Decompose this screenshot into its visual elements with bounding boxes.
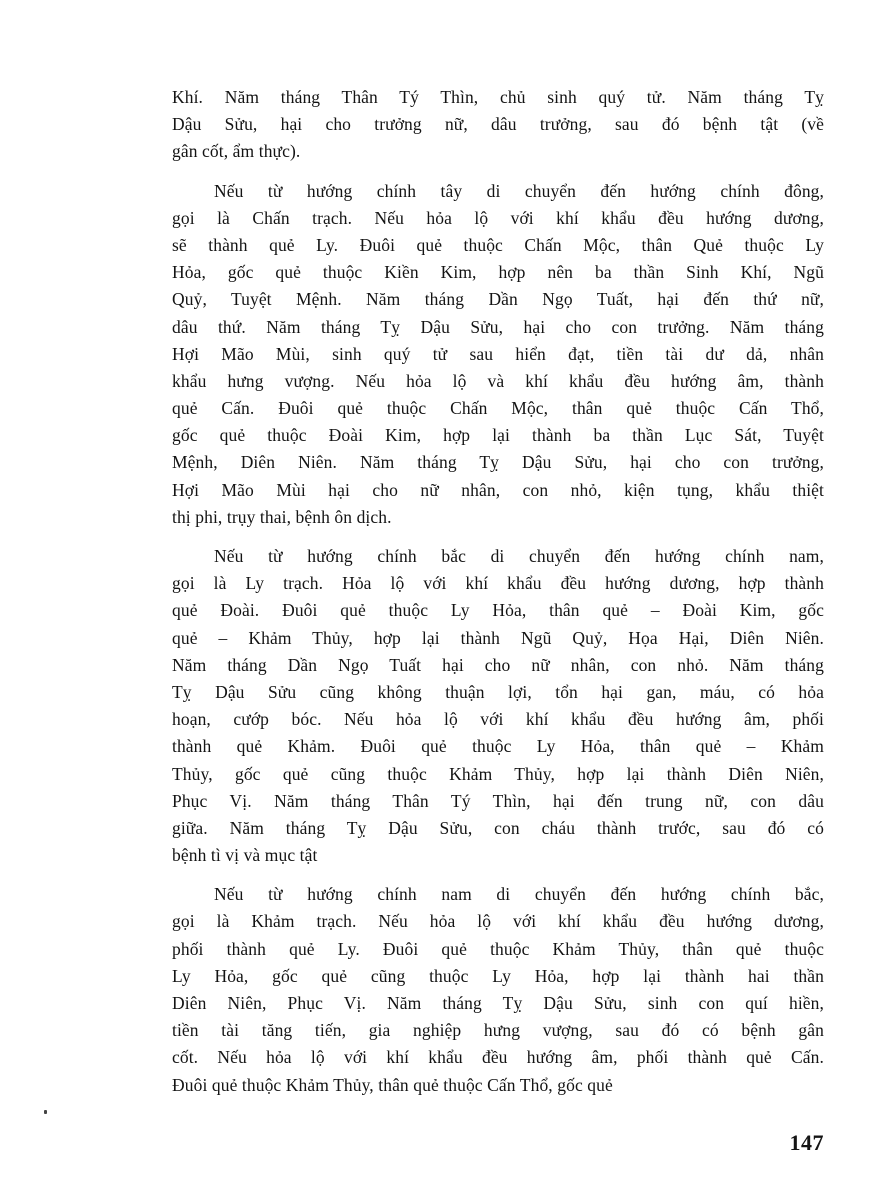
text-line: Tỵ Dậu Sửu cũng không thuận lợi, tổn hại gan, máu, có hỏa [172, 681, 824, 702]
text-line: cốt. Nếu hỏa lộ với khí khẩu đều hướng âm, phối thành quẻ Cấn. [172, 1047, 824, 1068]
text-line: Năm tháng Dần Ngọ Tuất hại cho nữ nhân, con nhỏ. Năm tháng [172, 654, 824, 675]
text-line: Nếu từ hướng chính bắc di chuyển đến hướng chính nam, [214, 546, 824, 566]
text-line: gốc quẻ thuộc Đoài Kim, hợp lại thành ba thần Lục Sát, Tuyệt [172, 425, 824, 446]
text-line: giữa. Năm tháng Tỵ Dậu Sửu, con cháu thành trước, sau đó có [172, 817, 824, 838]
text-line: Ly Hỏa, gốc quẻ cũng thuộc Ly Hỏa, hợp lại thành hai thần [172, 965, 824, 986]
text-line: gọi là Khảm trạch. Nếu hỏa lộ với khí khẩu đều hướng dương, [172, 911, 824, 932]
paragraph [172, 881, 824, 1099]
text-line: Dậu Sửu, hại cho trưởng nữ, dâu trưởng, sau đó bệnh tật (về [172, 114, 824, 135]
text-line: Quỷ, Tuyệt Mệnh. Năm tháng Dần Ngọ Tuất, hại đến thứ nữ, [172, 289, 824, 310]
text-line: quẻ Cấn. Đuôi quẻ thuộc Chấn Mộc, thân quẻ thuộc Cấn Thổ, [172, 398, 824, 419]
text-line: Khí. Năm tháng Thân Tý Thìn, chủ sinh quý tử. Năm tháng Tỵ [172, 87, 824, 107]
text-line: tiền tài tăng tiến, gia nghiệp hưng vượng, sau đó có bệnh gân [172, 1020, 824, 1041]
text-line: thành quẻ Khảm. Đuôi quẻ thuộc Ly Hỏa, thân quẻ – Khảm [172, 736, 824, 757]
text-line: quẻ Đoài. Đuôi quẻ thuộc Ly Hỏa, thân quẻ – Đoài Kim, gốc [172, 600, 824, 621]
text-line: Phục Vị. Năm tháng Thân Tý Thìn, hại đến trung nữ, con dâu [172, 790, 824, 811]
text-line: bệnh tì vị và mục tật [172, 845, 318, 866]
page-number: 147 [789, 1130, 824, 1155]
text-line: dâu thứ. Năm tháng Tỵ Dậu Sửu, hại cho con trưởng. Năm tháng [172, 316, 824, 337]
text-line: Diên Niên, Phục Vị. Năm tháng Tỵ Dậu Sửu, sinh con quí hiền, [172, 993, 824, 1013]
text-line: Đuôi quẻ thuộc Khảm Thủy, thân quẻ thuộc Cấn Thổ, gốc quẻ [172, 1074, 613, 1095]
text-line: Hợi Mão Mùi hại cho nữ nhân, con nhỏ, kiện tụng, khẩu thiệt [172, 479, 824, 500]
text-line: hoạn, cướp bóc. Nếu hỏa lộ với khí khẩu đều hướng âm, phối [172, 709, 824, 730]
text-line: Hỏa, gốc quẻ thuộc Kiền Kim, hợp nên ba thần Sinh Khí, Ngũ [172, 262, 824, 283]
text-line: Thủy, gốc quẻ cũng thuộc Khảm Thủy, hợp lại thành Diên Niên, [172, 763, 824, 784]
text-line: thị phi, trụy thai, bệnh ôn dịch. [172, 506, 392, 527]
text-line: Nếu từ hướng chính nam di chuyển đến hướng chính bắc, [214, 884, 824, 905]
text-line: Mệnh, Diên Niên. Năm tháng Tỵ Dậu Sửu, hại cho con trưởng, [172, 452, 824, 473]
paragraph-gap [172, 166, 824, 178]
text-line: khẩu hưng vượng. Nếu hỏa lộ và khí khẩu đều hướng âm, thành [172, 370, 824, 391]
text-line: quẻ – Khảm Thủy, hợp lại thành Ngũ Quỷ, Họa Hại, Diên Niên. [172, 627, 824, 648]
scan-speck [44, 1110, 47, 1114]
text-line: Nếu từ hướng chính tây di chuyển đến hướng chính đông, [214, 180, 824, 201]
paragraph [172, 543, 824, 869]
paragraph [172, 84, 824, 166]
text-line: gân cốt, ẩm thực). [172, 141, 301, 162]
paragraph [172, 178, 824, 531]
paragraph-gap [172, 531, 824, 543]
text-line: gọi là Ly trạch. Hỏa lộ với khí khẩu đều hướng dương, hợp thành [172, 573, 824, 594]
body-text [172, 84, 824, 1099]
text-line: gọi là Chấn trạch. Nếu hỏa lộ với khí khẩu đều hướng dương, [172, 207, 824, 228]
text-line: sẽ thành quẻ Ly. Đuôi quẻ thuộc Chấn Mộc, thân Quẻ thuộc Ly [172, 234, 824, 255]
paragraph-gap [172, 869, 824, 881]
text-line: phối thành quẻ Ly. Đuôi quẻ thuộc Khảm Thủy, thân quẻ thuộc [172, 938, 824, 959]
text-line: Hợi Mão Mùi, sinh quý tử sau hiển đạt, tiền tài dư dả, nhân [172, 343, 824, 364]
